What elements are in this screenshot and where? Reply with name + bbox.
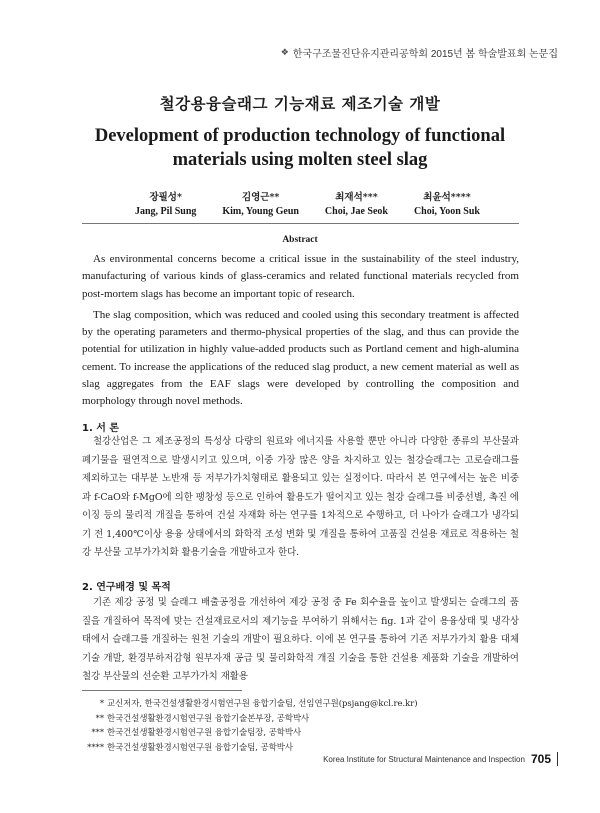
footnote-rule xyxy=(82,690,242,691)
author-name-ko: 최재석*** xyxy=(335,192,378,203)
english-title-line: Development of production technology of functional xyxy=(94,126,506,146)
english-title-line: materials using molten steel slag xyxy=(172,150,428,170)
footer-institute: Korea Institute for Structural Maintenance and Inspection xyxy=(323,754,525,764)
author-name-en: Choi, Jae Seok xyxy=(324,206,388,217)
author-name-en: Choi, Yoon Suk xyxy=(413,206,480,217)
page-number: 705 xyxy=(530,752,551,766)
body-paragraph: 기존 제강 공정 및 슬래그 배출공정을 개선하여 제강 공정 중 Fe 회수율을 높이고 발생되는 슬래그의 품질을 개질하여 목적에 맞는 건설재료로서의 제기능을 부여하기 위해서는 fig. 1과 같이 용융상태 및 냉각상태에서 슬래그를 개질하는 원천 기술의 개발이 필요하다. 이에 본 연구를 통하여 기존 저부가가치 활용 대체기술 개발, 환경부하저감형 원부자재 공급 및 물리화학적 개질 기술을 통한 건설용 제품화 기술을 개발하여 철강 부산물의 선순환 고부가가치 재활용 xyxy=(82,597,519,682)
section-body-introduction xyxy=(82,433,519,563)
author-name-ko: 장필성* xyxy=(149,192,182,203)
footnote-mark: ** xyxy=(95,712,104,723)
abstract-paragraph: The slag composition, which was reduced and cooled using this secondary treatment is affected by the operating parameters and thermo-physical properties of the slag, and thus can provide the potential for utilization in highly value-added products such as Portland cement and high-alumina cement. To increase the applications of the reduced slag product, a new cement material as well as slag aggregates from the EAF slags were developed by controlling the composition and morphology through novel methods. xyxy=(82,308,519,408)
footnote-mark: *** xyxy=(91,727,104,738)
section-heading-background: 2. 연구배경 및 목적 xyxy=(82,582,171,593)
author-name-en: Jang, Pil Sung xyxy=(135,206,197,217)
author xyxy=(414,189,480,217)
author-name-ko: 김영근** xyxy=(241,192,280,203)
body-paragraph: 철강산업은 그 제조공정의 특성상 다량의 원료와 에너지를 사용할 뿐만 아니라 다양한 종류의 부산물과 폐기물을 필연적으로 발생시키고 있으며, 이중 가장 많은 양을 차지하고 있는 철강슬래그는 고로슬래그를 제외하고는 대부분 노반재 등 저부가가치형태로 활용되고 있는 실정이다. 따라서 본 연구에서는 높은 비중과 f-CaO와 f-MgO에 의한 팽창성 등으로 인하여 활용도가 떨어지고 있는 철강 슬래그를 비중선별, 촉진 에이징 등의 물리적 개질을 통하여 건설 자재화 하는 연구를 1차적으로 수행하고, 더 나아가 슬래그가 냉각되기 전 1,400℃이상 용융 상태에서의 화학적 조성 변화 및 개질을 통하여 고품질 건설용 재료로 적용하는 철강 부산물 고부가가치화 활용기술을 개발하고자 한다. xyxy=(82,436,519,558)
footnote-text: 교신저자, 한국건설생활환경시험연구원 융합기술팀, 선임연구원(psjang@kcl.re.kr) xyxy=(107,698,418,708)
footnote-mark: * xyxy=(99,698,104,708)
author xyxy=(325,189,388,217)
author xyxy=(222,189,299,217)
sparkle-logo-icon: ❖ xyxy=(280,47,289,57)
section-heading-introduction: 1. 서 론 xyxy=(82,423,120,434)
footer-bar xyxy=(557,752,558,766)
page-footer xyxy=(323,752,558,766)
footnote-text: 한국건설생활환경시험연구원 융합기술팀, 공학박사 xyxy=(107,741,293,752)
footnotes xyxy=(82,696,519,754)
abstract-heading: Abstract xyxy=(282,235,318,245)
footnote-text: 한국건설생활환경시험연구원 융합기술팀장, 공학박사 xyxy=(107,727,302,738)
english-title xyxy=(60,124,540,172)
footnote-text: 한국건설생활환경시험연구원 융합기술본부장, 공학박사 xyxy=(107,712,310,723)
footnote xyxy=(82,725,519,740)
title-divider xyxy=(82,223,519,224)
proceedings-title: 한국구조물진단유지관리공학회 2015년 봄 학술발표회 논문집 xyxy=(292,49,558,60)
section-body-background xyxy=(82,594,519,687)
author-name-ko: 최윤석**** xyxy=(423,192,471,203)
author-list xyxy=(135,189,480,217)
proceedings-header xyxy=(281,45,558,60)
footnote xyxy=(82,696,519,711)
author xyxy=(135,189,196,217)
footnote-mark: **** xyxy=(87,741,104,752)
abstract-paragraph: As environmental concerns become a critical issue in the sustainability of the steel industry, manufacturing of various kinds of glass-ceramics and related functional materials recycled from post-mortem slags has become an important topic of research. xyxy=(82,253,519,300)
author-name-en: Kim, Young Geun xyxy=(222,206,299,217)
korean-title: 철강용융슬래그 기능재료 제조기술 개발 xyxy=(159,94,441,113)
abstract-body xyxy=(82,251,519,415)
footnote xyxy=(82,711,519,726)
